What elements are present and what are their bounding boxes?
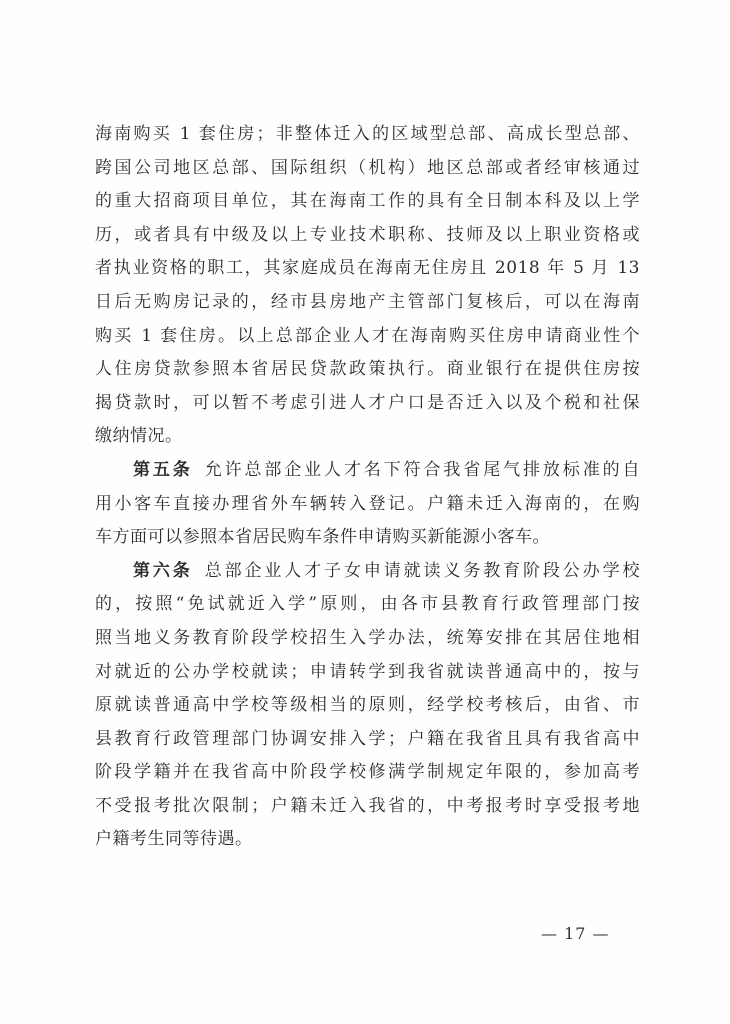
text-line: 的，按照“免试就近入学”原则，由各市县教育行政管理部门按 xyxy=(95,594,640,615)
text-line: 县教育行政管理部门协调安排入学；户籍在我省且具有我省高中 xyxy=(95,728,640,749)
text-line: 户籍考生同等待遇。 xyxy=(95,829,253,850)
text-line: 购买 1 套住房。以上总部企业人才在海南购买住房申请商业性个 xyxy=(95,325,640,346)
text-line: 者执业资格的职工，其家庭成员在海南无住房且 2018 年 5 月 13 xyxy=(95,258,640,279)
text-line: 用小客车直接办理省外车辆转入登记。户籍未迁入海南的，在购 xyxy=(95,493,640,514)
text-line: 的重大招商项目单位，其在海南工作的具有全日制本科及以上学 xyxy=(95,191,640,212)
article-5 xyxy=(95,454,640,555)
text-line: 跨国公司地区总部、国际组织（机构）地区总部或者经审核通过 xyxy=(95,157,640,178)
article-first-line xyxy=(95,454,640,488)
article-text: 总部企业人才子女申请就读义务教育阶段公办学校 xyxy=(204,560,640,581)
article-label: 第六条 xyxy=(133,560,193,581)
text-line: 对就近的公办学校就读；申请转学到我省就读普通高中的，按与 xyxy=(95,661,640,682)
text-line: 车方面可以参照本省居民购车条件申请购买新能源小客车。 xyxy=(95,527,550,548)
text-line: 历，或者具有中级及以上专业技术职称、技师及以上职业资格或 xyxy=(95,224,640,245)
text-line: 阶段学籍并在我省高中阶段学校修满学制规定年限的，参加高考 xyxy=(95,762,640,783)
text-line: 揭贷款时，可以暂不考虑引进人才户口是否迁入以及个税和社保 xyxy=(95,392,640,413)
page-number: — 17 — xyxy=(541,924,610,943)
text-line: 不受报考批次限制；户籍未迁入我省的，中考报考时享受报考地 xyxy=(95,795,640,816)
text-line: 缴纳情况。 xyxy=(95,426,183,447)
text-line: 日后无购房记录的，经市县房地产主管部门复核后，可以在海南 xyxy=(95,291,640,312)
paragraph-housing xyxy=(95,118,640,454)
article-text: 允许总部企业人才名下符合我省尾气排放标准的自 xyxy=(204,459,640,480)
document-body xyxy=(95,118,640,857)
text-line: 海南购买 1 套住房；非整体迁入的区域型总部、高成长型总部、 xyxy=(95,124,640,144)
article-first-line xyxy=(95,555,640,589)
article-6 xyxy=(95,555,640,857)
text-line: 人住房贷款参照本省居民贷款政策执行。商业银行在提供住房按 xyxy=(95,359,640,380)
article-label: 第五条 xyxy=(133,459,193,480)
text-line: 照当地义务教育阶段学校招生入学办法，统筹安排在其居住地相 xyxy=(95,627,640,648)
text-line: 原就读普通高中学校等级相当的原则，经学校考核后，由省、市 xyxy=(95,695,640,716)
